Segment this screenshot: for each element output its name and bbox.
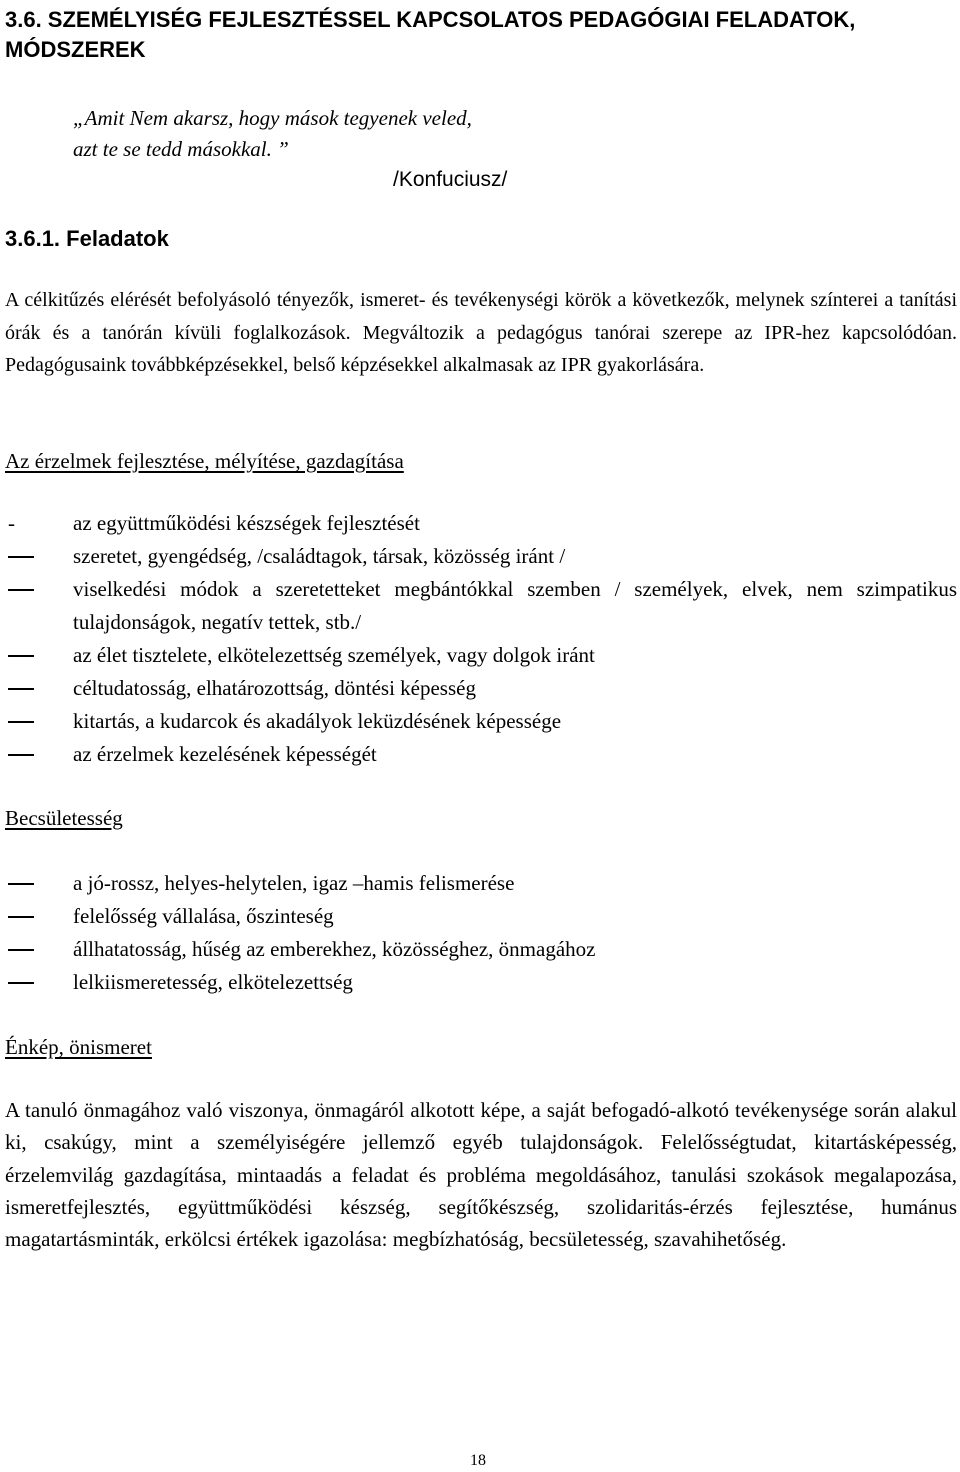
list-item <box>0 705 957 738</box>
list-item <box>0 507 957 540</box>
list-item <box>0 738 957 771</box>
list-item-text: a jó-rossz, helyes-helytelen, igaz –hamis felismerése <box>73 871 515 895</box>
honesty-list <box>0 867 957 999</box>
section-title: 3.6. SZEMÉLYISÉG FEJLESZTÉSSEL KAPCSOLATOS PEDAGÓGIAI FELADATOK, MÓDSZEREK <box>5 7 856 62</box>
list-item <box>0 573 957 639</box>
intro-text: A célkitűzés elérését befolyásoló tényezők, ismeret- és tevékenységi körök a következők, melynek színterei a tanítási órák és a tanórán kívüli foglalkozások. Megváltozik a pedagógus tanórai szerepe az IPR-hez kapcsolódóan. Pedagógusaink továbbképzésekkel, belső képzésekkel alkalmasak az IPR gyakorlására. <box>5 289 957 376</box>
emotions-list <box>0 507 957 771</box>
list-item-text: az együttműködési készségek fejlesztését <box>73 511 420 535</box>
list-item-text: viselkedési módok a szeretetteket megbántókkal szemben / személyek, elvek, nem szimpatikus tulajdonságok, negatív tettek, stb./ <box>73 577 957 634</box>
list-item-text: felelősség vállalása, őszinteség <box>73 904 334 928</box>
list-item <box>0 672 957 705</box>
page-number: 18 <box>470 1452 486 1469</box>
list-item-text: kitartás, a kudarcok és akadályok leküzdésének képessége <box>73 709 562 733</box>
quote-line-2: azt te se tedd másokkal. ” <box>73 137 289 161</box>
subsection-title: 3.6.1. Feladatok <box>5 226 169 251</box>
list-item <box>0 867 957 900</box>
list-item <box>0 900 957 933</box>
quote <box>73 103 472 165</box>
list-item <box>0 639 957 672</box>
list-item <box>0 966 957 999</box>
self-image-text: A tanuló önmagához való viszonya, önmagáról alkotott képe, a saját befogadó-alkotó tevékenysége során alakul ki, csakúgy, mint a személyiségére jellemző egyéb tulajdonságok. Felelősségtudat, kitartásképesség, érzelemvilág gazdagítása, mintaadás a feladat és probléma megoldásához, tanulási szokások megalapozása, ismeretfejlesztés, együttműködési készség, segítőkészség, szolidaritás-érzés fejlesztése, humánus magatartásminták, erkölcsi értékek igazolása: megbízhatóság, becsületesség, szavahihetőség. <box>5 1098 957 1252</box>
self-image-paragraph <box>5 1094 957 1255</box>
quote-author: /Konfuciusz/ <box>393 168 508 191</box>
list-item-text: céltudatosság, elhatározottság, döntési képesség <box>73 676 476 700</box>
honesty-heading: Becsületesség <box>5 806 123 830</box>
self-image-heading: Énkép, önismeret <box>5 1035 152 1059</box>
intro-paragraph <box>5 284 957 382</box>
list-item <box>0 933 957 966</box>
list-item <box>0 540 957 573</box>
hyphen-bullet: - <box>8 511 15 535</box>
list-item-text: állhatatosság, hűség az emberekhez, közösséghez, önmagához <box>73 937 596 961</box>
emotions-heading: Az érzelmek fejlesztése, mélyítése, gazdagítása <box>5 449 404 473</box>
quote-line-1: „Amit Nem akarsz, hogy mások tegyenek veled, <box>73 106 472 130</box>
list-item-text: szeretet, gyengédség, /családtagok, társak, közösség iránt / <box>73 544 566 568</box>
list-item-text: lelkiismeretesség, elkötelezettség <box>73 970 353 994</box>
list-item-text: az érzelmek kezelésének képességét <box>73 742 377 766</box>
list-item-text: az élet tisztelete, elkötelezettség személyek, vagy dolgok iránt <box>73 643 595 667</box>
